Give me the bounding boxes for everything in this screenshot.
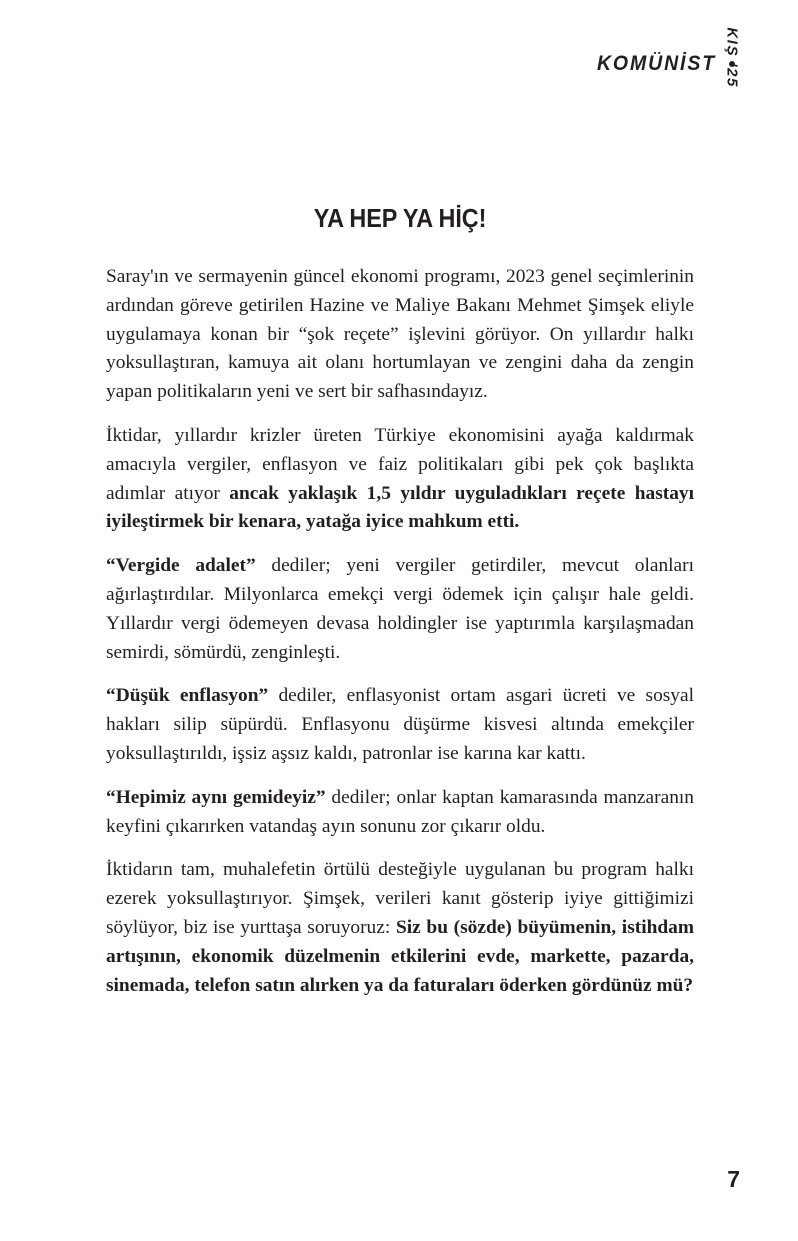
masthead-title: KOMÜNİST	[596, 52, 716, 75]
text-run: dediler; onlar kaptan kamarasında manzaranın keyfini çıkarırken vatandaş ayın sonunu zor çıkarır oldu.	[106, 786, 694, 837]
text-run: Saray'ın ve sermayenin güncel ekonomi programı, 2023 genel seçimlerinin ardından göreve getirilen Hazine ve Maliye Bakanı Mehmet Şimşek eliyle uygulamaya konan bir “şok reçete” işlevini görüyor. On yıllardır halkı yoksullaştıran, kamuya ait olanı hortumlayan ve zengini daha da zengin yapan politikaların yeni ve sert bir safhasındayız.	[106, 266, 694, 403]
article-body	[106, 203, 694, 1000]
paragraph-5	[106, 784, 694, 842]
paragraph-4	[106, 682, 694, 768]
text-run: dediler; yeni vergiler getirdiler, mevcut olanları ağırlaştırdılar. Milyonlarca emekçi vergi ödemek için çalışır hale geldi. Yıllardır vergi ödemeyen devasa holdingler ise yaptırımla karşılaşmadan semirdi, sömürdü, zenginleşti.	[106, 555, 694, 663]
text-run-bold: “Vergide adalet”	[106, 555, 256, 577]
issue-label: KIŞ '25	[724, 27, 741, 88]
paragraph-6	[106, 856, 694, 1000]
running-header	[588, 52, 735, 76]
article-title: YA HEP YA HİÇ!	[313, 203, 487, 233]
paragraph-2	[106, 422, 694, 537]
paragraph-1	[106, 263, 694, 407]
text-run: İktidar, yıllardır krizler üreten Türkiye ekonomisini ayağa kaldırmak amacıyla vergiler, enflasyon ve faiz politikaları gibi pek çok başlıkta adımlar atıyor	[106, 424, 694, 504]
paragraph-3	[106, 552, 694, 667]
text-run-bold: Siz bu (sözde) büyümenin, istihdam artışının, ekonomik düzelmenin etkilerini evde, markette, pazarda, sinemada, telefon satın alırken ya da faturaları öderken gördünüz mü?	[106, 916, 694, 996]
text-run-bold: ancak yaklaşık 1,5 yıldır uyguladıkları reçete hastayı iyileştirmek bir kenara, yatağa iyice mahkum etti.	[106, 482, 694, 533]
text-run: İktidarın tam, muhalefetin örtülü desteğiyle uygulanan bu program halkı ezerek yoksullaştırıyor. Şimşek, verileri kanıt gösterip iyiye gittiğimizi söylüyor, biz ise yurttaşa soruyoruz:	[106, 859, 694, 938]
page-number: 7	[727, 1166, 740, 1192]
text-run: dediler, enflasyonist ortam asgari ücreti ve sosyal hakları silip süpürdü. Enflasyonu düşürme kisvesi altında emekçiler yoksullaştırıldı, işsiz aşsız kaldı, patronlar ise karına kar kattı.	[106, 685, 694, 764]
text-run-bold: “Düşük enflasyon”	[106, 685, 269, 707]
text-run-bold: “Hepimiz aynı gemideyiz”	[106, 786, 326, 808]
